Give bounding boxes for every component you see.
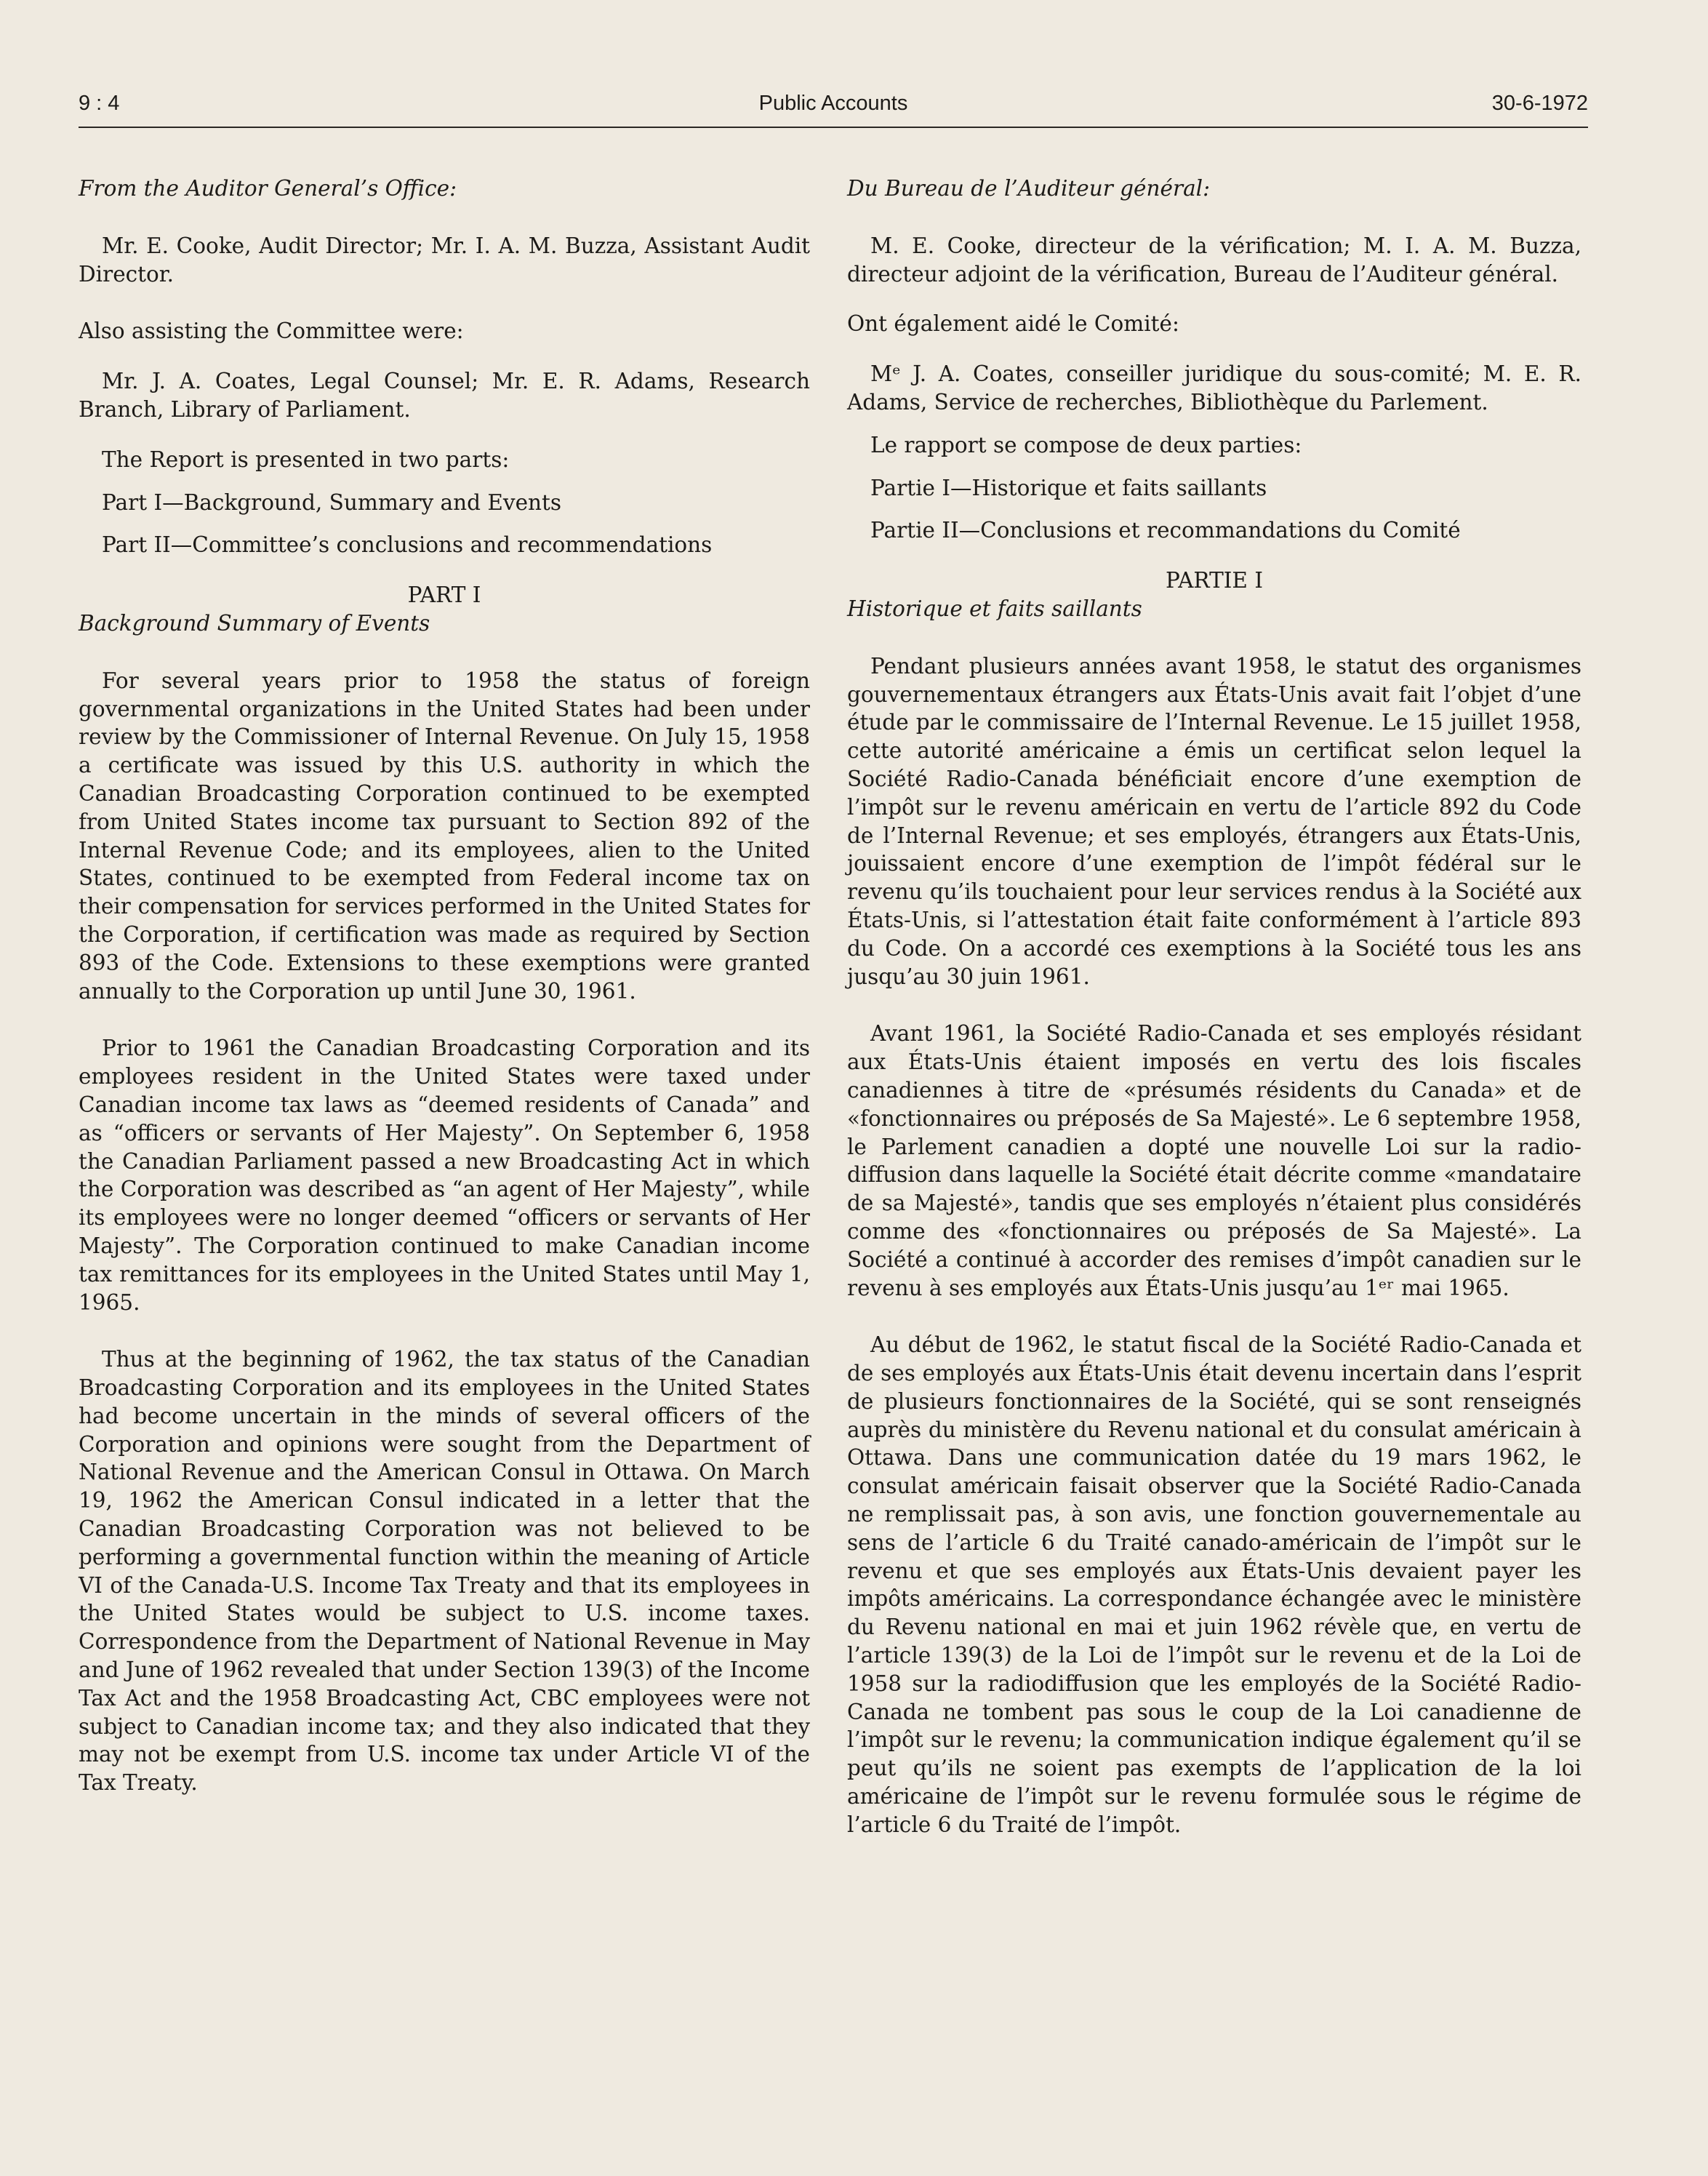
body-paragraph-2-fr: Avant 1961, la Société Radio-Canada et ses employés résidant aux États-Unis étaient imposés en vertu des lois fiscales canadiennes à titre de «présumés résidents du Canada» et de «fonctionnaires ou préposés de Sa Majesté». Le 6 septembre 1958, le Parlement canadien a dopté une nouvelle Loi sur la radio-diffusion dans laquelle la Société était décrite comme «mandataire de sa Majesté», tandis que ses employés n’étaient plus considérés comme des «fonctionnaires ou préposés de Sa Majesté». La Société a continué à accorder des remises d’impôt canadien sur le revenu à ses employés aux États-Unis jusqu’au 1ᵉʳ mai 1965. xyxy=(847,1021,1581,1300)
body-paragraph-2: Prior to 1961 the Canadian Broadcasting Corporation and its employees resident in the United States were taxed under Canadian income tax laws as “deemed residents of Canada” and as “officers or servants of Her Majesty”. On September 6, 1958 the Canadian Parliament passed a new Broadcasting Act in which the Corporation was described as “an agent of Her Majesty”, while its employees were no longer deemed “officers or servants of Her Majesty”. The Corporation continued to make Canadian income tax remittances for its employees in the United States until May 1, 1965. xyxy=(79,1036,810,1315)
part-heading-fr: PARTIE I xyxy=(1165,568,1264,593)
body-paragraph-1: For several years prior to 1958 the status of foreign governmental organizations in the United States had been under review by the Commissioner of Internal Revenue. On July 15, 1958 a certificate was issued by this U.S. authority in which the Canadian Broadcasting Corporation continued to be exempted from United States income tax pursuant to Section 892 of the Internal Revenue Code; and its employees, alien to the United States, continued to be exempted from Federal income tax on their compensation for services performed in the United States for the Corporation, if certification was made as required by Section 893 of the Code. Extensions to these exemptions were granted annually to the Corporation up until June 30, 1961. xyxy=(79,668,810,1004)
part-subheading-fr: Historique et faits saillants xyxy=(847,596,1142,621)
office-heading: From the Auditor General’s Office: xyxy=(79,176,457,201)
assistants-paragraph-fr: Mᵉ J. A. Coates, conseiller juridique du sous-comité; M. E. R. Adams, Service de recherches, Bibliothèque du Parlement. xyxy=(847,361,1581,415)
assistants-paragraph: Mr. J. A. Coates, Legal Counsel; Mr. E. R. Adams, Research Branch, Library of Parliament. xyxy=(79,369,810,422)
body-paragraph-3: Thus at the beginning of 1962, the tax status of the Canadian Broadcasting Corporation and its employees in the United States had become uncertain in the minds of several officers of the Corporation and opinions were sought from the Department of National Revenue and the American Consul in Ottawa. On March 19, 1962 the American Consul indicated in a letter that the Canadian Broadcasting Corporation was not believed to be performing a governmental function within the meaning of Article VI of the Canada-U.S. Income Tax Treaty and that its employees in the United States would be subject to U.S. income taxes. Correspondence from the Department of National Revenue in May and June of 1962 revealed that under Section 139(3) of the Income Tax Act and the 1958 Broadcasting Act, CBC employees were not subject to Canadian income tax; and they also indicated that they may not be exempt from U.S. income tax under Article VI of the Tax Treaty. xyxy=(79,1347,810,1796)
office-heading-fr: Du Bureau de l’Auditeur général: xyxy=(847,176,1211,201)
page-header xyxy=(79,92,1588,128)
page-number: 9 : 4 xyxy=(79,92,120,115)
part-one-line: Part I—Background, Summary and Events xyxy=(102,489,562,515)
report-intro: The Report is presented in two parts: xyxy=(102,447,510,472)
english-column xyxy=(79,175,810,1797)
french-column xyxy=(847,175,1581,1839)
part-two-line: Part II—Committee’s conclusions and recommendations xyxy=(102,532,713,558)
part-two-line-fr: Partie II—Conclusions et recommandations du Comité xyxy=(870,518,1461,543)
assisting-heading-fr: Ont également aidé le Comité: xyxy=(847,311,1179,337)
part-heading: PART I xyxy=(407,583,481,608)
part-one-line-fr: Partie I—Historique et faits saillants xyxy=(870,475,1267,500)
body-paragraph-3-fr: Au début de 1962, le statut fiscal de la Société Radio-Canada et de ses employés aux États-Unis était devenu incertain dans l’esprit de plusieurs fonctionnaires de la Société, qui se sont renseignés auprès du ministère du Revenu national et du consulat américain à Ottawa. Dans une communication datée du 19 mars 1962, le consulat américain faisait observer que la Société Radio-Canada ne remplissait pas, à son avis, une fonction gouvernementale au sens de l’article 6 du Traité canado-américain de l’impôt sur le revenu et que ses employés aux États-Unis devaient payer les impôts américains. La correspondance échangée avec le ministère du Revenu national en mai et juin 1962 révèle que, en vertu de l’article 139(3) de la Loi de l’impôt sur le revenu et de la Loi de 1958 sur la radiodiffusion que les employés de la Société Radio-Canada ne tombent pas sous le coup de la Loi canadienne de l’impôt sur le revenu; la communication indique également qu’il se peut qu’ils ne soient pas exempts de l’application de la loi américaine de l’impôt sur le revenu formulée sous le régime de l’article 6 du Traité de l’impôt. xyxy=(847,1332,1581,1837)
assisting-heading: Also assisting the Committee were: xyxy=(79,319,464,344)
body-paragraph-1-fr: Pendant plusieurs années avant 1958, le statut des organismes gouvernementaux étrangers aux États-Unis avait fait l’objet d’une étude par le commissaire de l’Internal Revenue. Le 15 juillet 1958, cette autorité américaine a émis un certificat selon lequel la Société Radio-Canada bénéficiait encore d’une exemption de l’impôt sur le revenu américain en vertu de l’article 892 du Code de l’Internal Revenue; et ses employés, étrangers aux États-Unis, jouissaient encore d’une exemption de l’impôt fédéral sur le revenu qu’ils touchaient pour leur services rendus à la Société aux États-Unis, si l’attestation était faite conformément à l’article 893 du Code. On a accordé ces exemptions à la Société tous les ans jusqu’au 30 juin 1961. xyxy=(847,653,1581,989)
running-title: Public Accounts xyxy=(758,92,908,115)
part-subheading: Background Summary of Events xyxy=(79,610,430,636)
report-intro-fr: Le rapport se compose de deux parties: xyxy=(870,432,1302,457)
auditors-paragraph: Mr. E. Cooke, Audit Director; Mr. I. A. M. Buzza, Assistant Audit Director. xyxy=(79,233,810,287)
auditors-paragraph-fr: M. E. Cooke, directeur de la vérification; M. I. A. M. Buzza, directeur adjoint de la vérification, Bureau de l’Auditeur général. xyxy=(847,233,1581,287)
header-date: 30-6-1972 xyxy=(1491,92,1588,115)
